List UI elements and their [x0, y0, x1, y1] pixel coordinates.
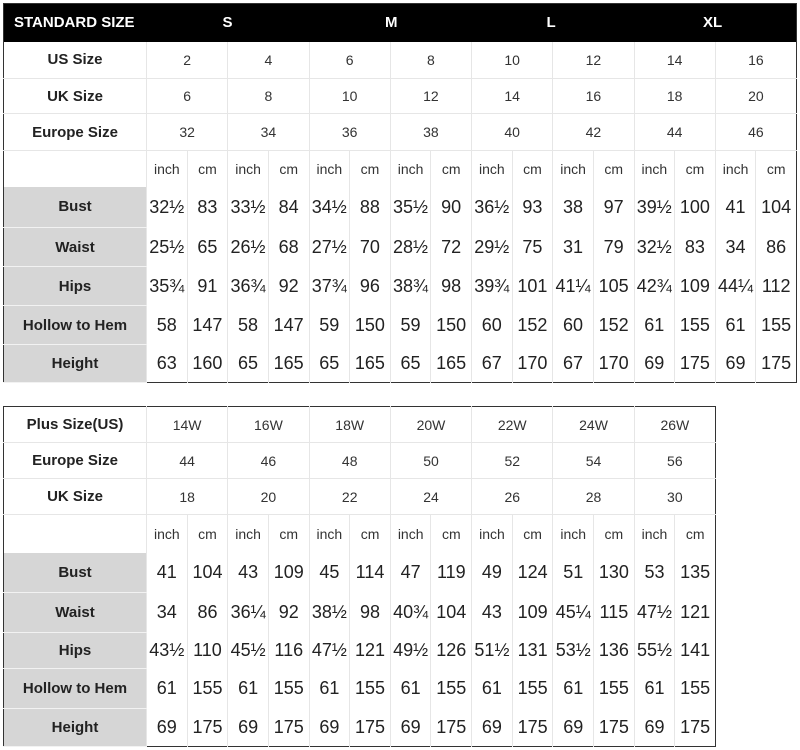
- measurement-value: 44¼: [715, 267, 756, 306]
- measurement-value: 38½: [309, 593, 350, 633]
- measurement-label: Height: [4, 709, 147, 747]
- measurement-value: 53: [634, 553, 675, 593]
- measurement-value: 121: [350, 633, 391, 669]
- measurement-value: 98: [350, 593, 391, 633]
- measurement-value: 109: [675, 267, 716, 306]
- measurement-row: [4, 306, 797, 345]
- measurement-value: 83: [675, 228, 716, 267]
- unit-inch-label: inch: [634, 151, 675, 187]
- measurement-row: [4, 345, 797, 383]
- measurement-value: 110: [187, 633, 228, 669]
- measurement-value: 175: [756, 345, 797, 383]
- unit-inch-label: inch: [553, 151, 594, 187]
- measurement-value: 105: [593, 267, 634, 306]
- measurement-value: 33½: [228, 187, 269, 228]
- measurement-value: 60: [553, 306, 594, 345]
- measurement-value: 61: [309, 669, 350, 709]
- measurement-value: 36¾: [228, 267, 269, 306]
- size-value: 12: [390, 79, 471, 114]
- measurement-label: Height: [4, 345, 147, 383]
- measurement-value: 155: [350, 669, 391, 709]
- measurement-label: Bust: [4, 553, 147, 593]
- unit-inch-label: inch: [472, 515, 513, 553]
- measurement-value: 61: [715, 306, 756, 345]
- measurement-value: 155: [675, 306, 716, 345]
- measurement-value: 43: [472, 593, 513, 633]
- measurement-value: 25½: [147, 228, 188, 267]
- measurement-value: 135: [675, 553, 716, 593]
- measurement-value: 104: [756, 187, 797, 228]
- measurement-value: 41¼: [553, 267, 594, 306]
- unit-cm-label: cm: [512, 515, 553, 553]
- size-value: 40: [472, 114, 553, 151]
- measurement-value: 98: [431, 267, 472, 306]
- measurement-value: 70: [350, 228, 391, 267]
- measurement-value: 32½: [147, 187, 188, 228]
- unit-inch-label: inch: [309, 515, 350, 553]
- unit-inch-label: inch: [147, 515, 188, 553]
- size-row-label: UK Size: [4, 79, 147, 114]
- measurement-row: [4, 709, 716, 747]
- size-value: 8: [228, 79, 309, 114]
- measurement-value: 91: [187, 267, 228, 306]
- measurement-value: 69: [309, 709, 350, 747]
- size-row: [4, 479, 716, 515]
- unit-cm-label: cm: [512, 151, 553, 187]
- size-value: 20W: [390, 407, 471, 443]
- measurement-value: 34: [715, 228, 756, 267]
- measurement-value: 109: [512, 593, 553, 633]
- size-row-label: Europe Size: [4, 114, 147, 151]
- measurement-value: 119: [431, 553, 472, 593]
- size-group-s: S: [147, 4, 310, 42]
- measurement-value: 49: [472, 553, 513, 593]
- size-value: 6: [147, 79, 228, 114]
- measurement-value: 141: [675, 633, 716, 669]
- measurement-value: 61: [147, 669, 188, 709]
- measurement-value: 69: [472, 709, 513, 747]
- measurement-value: 152: [593, 306, 634, 345]
- measurement-value: 116: [268, 633, 309, 669]
- size-value: 36: [309, 114, 390, 151]
- size-row: [4, 79, 797, 114]
- measurement-value: 170: [593, 345, 634, 383]
- size-value: 22: [309, 479, 390, 515]
- measurement-row: [4, 228, 797, 267]
- size-value: 4: [228, 42, 309, 79]
- measurement-value: 155: [512, 669, 553, 709]
- size-value: 10: [309, 79, 390, 114]
- measurement-value: 155: [594, 669, 635, 709]
- measurement-value: 34: [147, 593, 188, 633]
- measurement-value: 29½: [472, 228, 513, 267]
- unit-cm-label: cm: [350, 515, 391, 553]
- measurement-label: Hollow to Hem: [4, 306, 147, 345]
- size-row: [4, 407, 716, 443]
- measurement-value: 115: [594, 593, 635, 633]
- size-value: 8: [390, 42, 471, 79]
- size-value: 48: [309, 443, 390, 479]
- measurement-value: 124: [512, 553, 553, 593]
- size-value: 24W: [553, 407, 634, 443]
- measurement-value: 69: [715, 345, 756, 383]
- measurement-value: 61: [390, 669, 431, 709]
- measurement-value: 121: [675, 593, 716, 633]
- unit-inch-label: inch: [228, 151, 269, 187]
- measurement-value: 97: [593, 187, 634, 228]
- size-value: 6: [309, 42, 390, 79]
- measurement-value: 109: [268, 553, 309, 593]
- measurement-value: 37¾: [309, 267, 350, 306]
- measurement-value: 40¾: [390, 593, 431, 633]
- measurement-value: 58: [147, 306, 188, 345]
- size-row-label: Europe Size: [4, 443, 147, 479]
- measurement-value: 65: [187, 228, 228, 267]
- measurement-value: 175: [431, 709, 472, 747]
- unit-inch-label: inch: [228, 515, 269, 553]
- size-row-label: US Size: [4, 42, 147, 79]
- measurement-value: 93: [512, 187, 553, 228]
- measurement-value: 28½: [390, 228, 431, 267]
- size-row: [4, 443, 716, 479]
- size-value: 16: [553, 79, 634, 114]
- measurement-value: 175: [187, 709, 228, 747]
- measurement-value: 69: [634, 709, 675, 747]
- measurement-value: 45½: [228, 633, 269, 669]
- measurement-value: 147: [268, 306, 309, 345]
- measurement-value: 55½: [634, 633, 675, 669]
- measurement-value: 59: [309, 306, 350, 345]
- size-value: 10: [472, 42, 553, 79]
- measurement-value: 147: [187, 306, 228, 345]
- measurement-value: 35½: [390, 187, 431, 228]
- measurement-label: Waist: [4, 228, 147, 267]
- measurement-value: 41: [715, 187, 756, 228]
- size-value: 14: [472, 79, 553, 114]
- measurement-value: 165: [268, 345, 309, 383]
- unit-inch-label: inch: [147, 151, 188, 187]
- unit-inch-label: inch: [472, 151, 513, 187]
- size-value: 20: [228, 479, 309, 515]
- size-group-xl: XL: [634, 4, 797, 42]
- measurement-value: 61: [472, 669, 513, 709]
- measurement-value: 101: [512, 267, 553, 306]
- size-value: 28: [553, 479, 634, 515]
- measurement-value: 27½: [309, 228, 350, 267]
- measurement-value: 61: [553, 669, 594, 709]
- size-value: 22W: [472, 407, 553, 443]
- unit-cm-label: cm: [675, 151, 716, 187]
- measurement-value: 34½: [309, 187, 350, 228]
- measurement-value: 41: [147, 553, 188, 593]
- measurement-value: 155: [268, 669, 309, 709]
- measurement-value: 100: [675, 187, 716, 228]
- measurement-value: 63: [147, 345, 188, 383]
- unit-inch-label: inch: [634, 515, 675, 553]
- measurement-value: 75: [512, 228, 553, 267]
- size-value: 56: [634, 443, 715, 479]
- size-value: 32: [147, 114, 228, 151]
- size-value: 14W: [147, 407, 228, 443]
- measurement-value: 170: [512, 345, 553, 383]
- measurement-value: 35¾: [147, 267, 188, 306]
- measurement-value: 39½: [634, 187, 675, 228]
- measurement-value: 150: [350, 306, 391, 345]
- size-row: [4, 114, 797, 151]
- measurement-row: [4, 553, 716, 593]
- measurement-value: 175: [268, 709, 309, 747]
- unit-inch-label: inch: [309, 151, 350, 187]
- measurement-value: 60: [472, 306, 513, 345]
- unit-row: [4, 515, 716, 553]
- measurement-label: Bust: [4, 187, 147, 228]
- measurement-value: 67: [553, 345, 594, 383]
- measurement-value: 61: [228, 669, 269, 709]
- measurement-value: 152: [512, 306, 553, 345]
- size-value: 34: [228, 114, 309, 151]
- measurement-row: [4, 187, 797, 228]
- measurement-value: 42¾: [634, 267, 675, 306]
- measurement-value: 92: [268, 267, 309, 306]
- measurement-value: 47: [390, 553, 431, 593]
- size-group-m: M: [309, 4, 472, 42]
- unit-cm-label: cm: [756, 151, 797, 187]
- size-value: 24: [390, 479, 471, 515]
- measurement-value: 53½: [553, 633, 594, 669]
- measurement-value: 69: [147, 709, 188, 747]
- unit-cm-label: cm: [431, 515, 472, 553]
- measurement-value: 61: [634, 306, 675, 345]
- measurement-value: 165: [431, 345, 472, 383]
- measurement-value: 114: [350, 553, 391, 593]
- size-value: 14: [634, 42, 715, 79]
- measurement-label: Hips: [4, 633, 147, 669]
- measurement-value: 39¾: [472, 267, 513, 306]
- measurement-value: 126: [431, 633, 472, 669]
- unit-cm-label: cm: [187, 515, 228, 553]
- measurement-value: 43: [228, 553, 269, 593]
- size-value: 44: [147, 443, 228, 479]
- unit-cm-label: cm: [593, 151, 634, 187]
- size-value: 18W: [309, 407, 390, 443]
- measurement-value: 69: [228, 709, 269, 747]
- unit-cm-label: cm: [268, 515, 309, 553]
- measurement-value: 175: [675, 345, 716, 383]
- size-value: 2: [147, 42, 228, 79]
- measurement-value: 175: [350, 709, 391, 747]
- measurement-value: 96: [350, 267, 391, 306]
- measurement-value: 38¾: [390, 267, 431, 306]
- measurement-value: 155: [756, 306, 797, 345]
- measurement-value: 84: [268, 187, 309, 228]
- measurement-value: 90: [431, 187, 472, 228]
- measurement-value: 175: [512, 709, 553, 747]
- measurement-value: 49½: [390, 633, 431, 669]
- measurement-value: 47½: [634, 593, 675, 633]
- measurement-row: [4, 267, 797, 306]
- measurement-value: 36¼: [228, 593, 269, 633]
- measurement-value: 65: [228, 345, 269, 383]
- measurement-value: 45: [309, 553, 350, 593]
- measurement-value: 175: [594, 709, 635, 747]
- measurement-value: 155: [187, 669, 228, 709]
- unit-row-label: [4, 151, 147, 187]
- size-value: 26: [472, 479, 553, 515]
- size-value: 18: [147, 479, 228, 515]
- unit-row-label: [4, 515, 147, 553]
- measurement-value: 112: [756, 267, 797, 306]
- measurement-value: 36½: [472, 187, 513, 228]
- measurement-value: 86: [187, 593, 228, 633]
- size-value: 46: [228, 443, 309, 479]
- measurement-label: Hollow to Hem: [4, 669, 147, 709]
- size-row: [4, 42, 797, 79]
- size-value: 16: [715, 42, 796, 79]
- measurement-value: 86: [756, 228, 797, 267]
- size-value: 16W: [228, 407, 309, 443]
- measurement-value: 51½: [472, 633, 513, 669]
- measurement-value: 69: [553, 709, 594, 747]
- measurement-value: 38: [553, 187, 594, 228]
- measurement-value: 69: [634, 345, 675, 383]
- measurement-value: 65: [390, 345, 431, 383]
- measurement-value: 165: [350, 345, 391, 383]
- measurement-value: 155: [675, 669, 716, 709]
- standard-size-table: [3, 3, 797, 383]
- size-value: 52: [472, 443, 553, 479]
- measurement-value: 69: [390, 709, 431, 747]
- unit-inch-label: inch: [715, 151, 756, 187]
- measurement-value: 88: [350, 187, 391, 228]
- measurement-value: 79: [593, 228, 634, 267]
- unit-cm-label: cm: [268, 151, 309, 187]
- measurement-value: 26½: [228, 228, 269, 267]
- measurement-value: 59: [390, 306, 431, 345]
- size-value: 50: [390, 443, 471, 479]
- measurement-value: 130: [594, 553, 635, 593]
- measurement-value: 83: [187, 187, 228, 228]
- measurement-value: 136: [594, 633, 635, 669]
- measurement-value: 31: [553, 228, 594, 267]
- measurement-label: Hips: [4, 267, 147, 306]
- size-row-label: Plus Size(US): [4, 407, 147, 443]
- measurement-value: 131: [512, 633, 553, 669]
- size-value: 54: [553, 443, 634, 479]
- unit-cm-label: cm: [675, 515, 716, 553]
- standard-size-header: STANDARD SIZE: [4, 4, 147, 42]
- size-value: 26W: [634, 407, 715, 443]
- standard-header-row: [4, 4, 797, 42]
- measurement-row: [4, 669, 716, 709]
- measurement-value: 104: [431, 593, 472, 633]
- measurement-value: 58: [228, 306, 269, 345]
- size-value: 30: [634, 479, 715, 515]
- measurement-value: 43½: [147, 633, 188, 669]
- measurement-value: 65: [309, 345, 350, 383]
- measurement-value: 92: [268, 593, 309, 633]
- measurement-row: [4, 633, 716, 669]
- size-value: 46: [715, 114, 796, 151]
- size-value: 44: [634, 114, 715, 151]
- size-row-label: UK Size: [4, 479, 147, 515]
- plus-size-table: [3, 406, 716, 747]
- unit-inch-label: inch: [390, 151, 431, 187]
- measurement-value: 150: [431, 306, 472, 345]
- measurement-value: 47½: [309, 633, 350, 669]
- measurement-value: 68: [268, 228, 309, 267]
- measurement-value: 32½: [634, 228, 675, 267]
- measurement-value: 61: [634, 669, 675, 709]
- unit-row: [4, 151, 797, 187]
- measurement-value: 67: [472, 345, 513, 383]
- size-value: 12: [553, 42, 634, 79]
- unit-cm-label: cm: [431, 151, 472, 187]
- size-value: 38: [390, 114, 471, 151]
- unit-cm-label: cm: [594, 515, 635, 553]
- measurement-value: 175: [675, 709, 716, 747]
- measurement-value: 160: [187, 345, 228, 383]
- size-value: 20: [715, 79, 796, 114]
- unit-cm-label: cm: [350, 151, 391, 187]
- measurement-row: [4, 593, 716, 633]
- measurement-value: 72: [431, 228, 472, 267]
- unit-inch-label: inch: [553, 515, 594, 553]
- unit-inch-label: inch: [390, 515, 431, 553]
- size-value: 18: [634, 79, 715, 114]
- measurement-label: Waist: [4, 593, 147, 633]
- measurement-value: 51: [553, 553, 594, 593]
- unit-cm-label: cm: [187, 151, 228, 187]
- size-value: 42: [553, 114, 634, 151]
- measurement-value: 45¼: [553, 593, 594, 633]
- size-group-l: L: [472, 4, 635, 42]
- measurement-value: 104: [187, 553, 228, 593]
- measurement-value: 155: [431, 669, 472, 709]
